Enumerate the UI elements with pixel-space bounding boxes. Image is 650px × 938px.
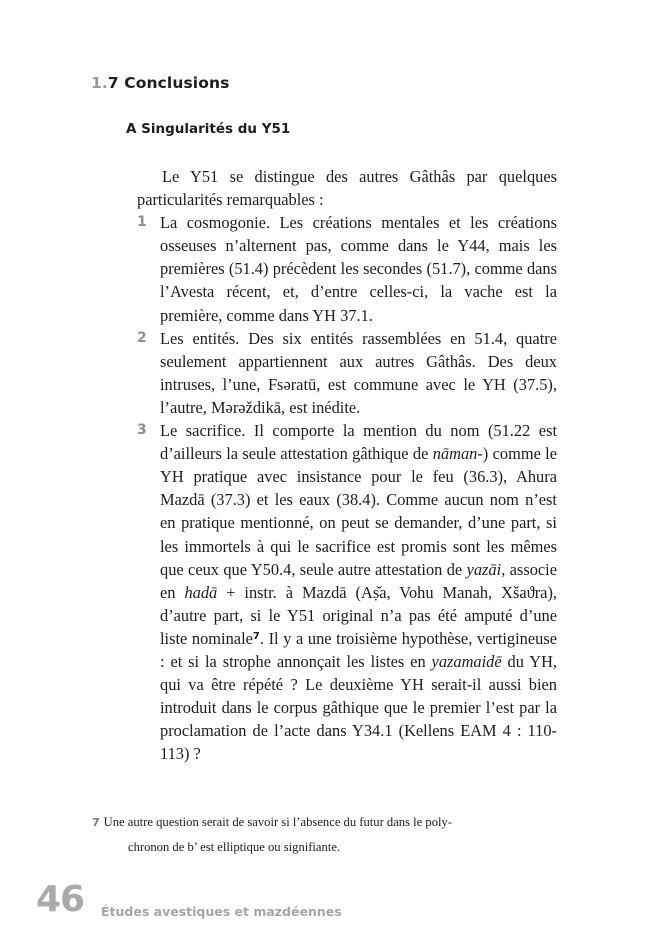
list-item-text: Les entités. Des six entités rassemblées en 51.4, quatre seulement appartiennent aux autres Gâthâs. Des deux intruses, l’une, Fsəratū, est commune avec le YH (37.5), l’autre, Mərəždikā, est inédite. xyxy=(160,328,557,417)
italic-term: nāman xyxy=(432,444,478,464)
section-heading xyxy=(91,74,229,92)
text-run: du YH, qui va être répété ? Le deuxième YH serait-il aussi bien introduit dans le corpus gâthique que le premier l’est par la proclamation de l’acte dans Y34.1 (Kellens EAM 4 : 110-113) ? xyxy=(160,651,557,764)
italic-term: hadā xyxy=(184,582,218,602)
intro-paragraph: Le Y51 se distingue des autres Gâthâs par quelques particularités remarquables : xyxy=(137,167,557,210)
list-item xyxy=(137,211,557,326)
italic-term: yazamaidē xyxy=(431,651,502,671)
footnote xyxy=(92,810,552,860)
text-run: Le sacrifice. Il comporte la mention du nom (51.22 est d’ailleurs la seule attestation gâthique de xyxy=(160,421,557,464)
text-run: . Il y a une troisième hypothèse, vertigineuse : et si la strophe annonçait les listes en xyxy=(160,628,558,671)
text-run: , associe en xyxy=(160,559,557,602)
section-title: Conclusions xyxy=(124,74,230,92)
running-title: Études avestiques et mazdéennes xyxy=(101,904,342,919)
section-number-suffix: 7 xyxy=(107,74,119,92)
numbered-list xyxy=(137,211,557,765)
footnote-reference[interactable]: 7 xyxy=(252,630,260,642)
list-item xyxy=(137,419,557,765)
list-marker: 2 xyxy=(137,329,147,346)
list-item xyxy=(137,327,557,419)
text-run: -) comme le YH pratique avec insistance pour le feu (36.3), Ahura Mazdā (37.3) et les eaux (38.4). Comme aucun nom n’est en pratique mentionné, on peut se demander, d’une part, si les immortels à qui le sacrifice est promis sont les mêmes que ceux que Y50.4, seule autre attestation de xyxy=(160,444,558,579)
footnote-line2: chronon de b’ est elliptique ou signifiante. xyxy=(128,840,341,854)
page-number: 46 xyxy=(36,879,85,920)
text-run: + instr. à Mazdā (Aṣ̌a, Vohu Manah, Xšaϑra), d’autre part, si le Y51 original n’a pas été amputé d’une liste nominale xyxy=(160,582,557,648)
list-item-text xyxy=(160,421,557,763)
list-item-text: La cosmogonie. Les créations mentales et les créations osseuses n’alternent pas, comme dans le Y44, mais les premières (51.4) précèdent les secondes (51.7), comme dans l’Avesta récent, et, d’entre celles-ci, la vache est la première, comme dans YH 37.1. xyxy=(160,213,557,325)
body-text xyxy=(137,165,557,765)
list-marker: 1 xyxy=(137,214,147,231)
subsection-heading: A Singularités du Y51 xyxy=(126,121,291,137)
section-number-prefix: 1. xyxy=(91,74,108,92)
italic-term: yazāi xyxy=(466,559,502,579)
footnote-line1: Une autre question serait de savoir si l’absence du futur dans le poly- xyxy=(103,815,452,829)
list-marker: 3 xyxy=(137,422,147,439)
footnote-marker: 7 xyxy=(92,816,100,829)
